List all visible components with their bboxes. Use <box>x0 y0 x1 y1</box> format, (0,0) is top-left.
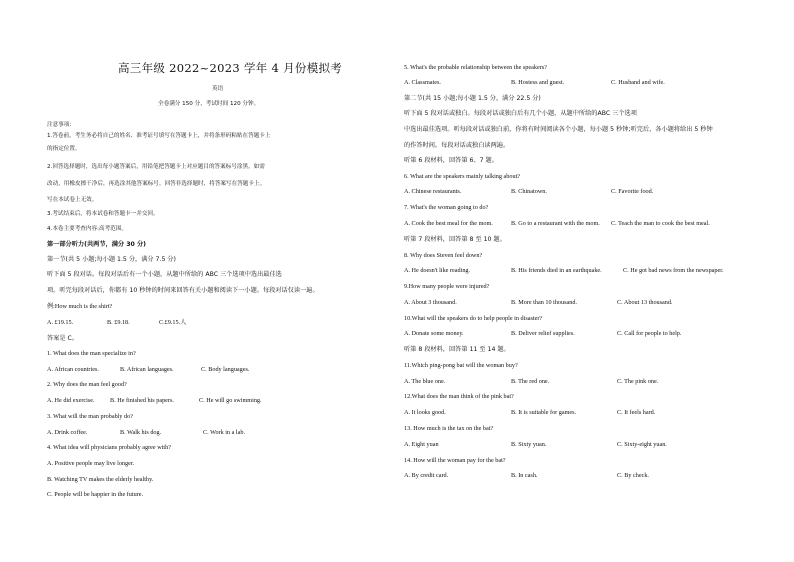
option: C. Favorite food. <box>611 188 654 195</box>
question: 2. Why does the man feel good? <box>47 381 127 388</box>
question: 11.Which ping-pong bat will the woman buy? <box>404 362 518 369</box>
option: A. It looks good. <box>404 409 446 416</box>
example-question: 例:How much is the shirt? <box>47 303 113 310</box>
option: C. Work in a lab. <box>203 429 246 436</box>
option: C. It feels hard. <box>617 409 656 416</box>
option: B. Deliver relief supplies. <box>511 330 575 337</box>
exam-info: 全卷满分 150 分，考试时间 120 分钟。 <box>158 101 260 107</box>
option: A. Drink coffee. <box>47 429 88 436</box>
option: B. Go to a restaurant with the mom. <box>511 220 600 227</box>
option: C. He got bad news from the newspaper. <box>623 267 724 274</box>
option: B. Sixty yuan. <box>511 441 547 448</box>
option: B. Hostess and guest. <box>511 79 565 86</box>
option: B. More than 10 thousand. <box>511 299 577 306</box>
section2-heading: 第二节(共 15 小题;每小题 1.5 分，满分 22.5 分) <box>404 95 541 102</box>
option: B. African languages. <box>120 366 174 373</box>
option: B. It is suitable for games. <box>511 409 577 416</box>
option: C. People will be happier in the future. <box>47 491 144 498</box>
option: C. He will go swimming. <box>199 397 262 404</box>
option: C. Body languages. <box>201 366 250 373</box>
option: A. Donate some money. <box>404 330 464 337</box>
question: 14. How will the woman pay for the bat? <box>404 457 506 464</box>
material-heading: 听第 8 段材料，回答第 11 至 14 题。 <box>404 346 510 353</box>
option: C. By check. <box>617 472 649 479</box>
section1-instructions: 项。听完每段对话后，你都有 10 秒钟的时间来回答有关小题和阅读下一小题。每段对话仅读一遍。 <box>47 287 319 294</box>
option: B. In cash. <box>511 472 538 479</box>
option: C. Sixty-eight yuan. <box>617 441 667 448</box>
option: A. The blue one. <box>404 378 446 385</box>
option: A. Cook the best meal for the mom. <box>404 220 493 227</box>
option: B. He finished his papers. <box>110 397 174 404</box>
question: 6. What are the speakers mainly talking about? <box>404 173 521 180</box>
option: C. Teach the man to cook the best meal. <box>611 220 710 227</box>
option: A. Chinese restaurants. <box>404 188 462 195</box>
option: B. Watching TV makes the elderly healthy. <box>47 476 154 483</box>
page-title: 高三年级 2022~2023 学年 4 月份模拟考 <box>118 61 343 75</box>
notes-item: 改动，用橡皮擦干净后，再选涂其他答案标号。回答非选择题时，将答案写在答题卡上。 <box>47 181 266 187</box>
material-heading: 听第 7 段材料，回答第 8 至 10 题。 <box>404 236 506 243</box>
question: 12.What does the man think of the pink bat? <box>404 393 514 400</box>
section2-instructions: 的作答时间。每段对话或独白读两遍。 <box>404 142 510 149</box>
option: C. Call for people to help. <box>617 330 682 337</box>
option: C. Husband and wife. <box>611 79 665 86</box>
option: B. The red one. <box>511 378 550 385</box>
example-answer: 答案是 C。 <box>47 335 79 342</box>
option: A. African countries. <box>47 366 99 373</box>
notes-item: 写在本试卷上无效。 <box>47 197 98 203</box>
option: A. He did exercise. <box>47 397 95 404</box>
notes-item: 4.本卷主要考查内容:高考范围。 <box>47 226 127 232</box>
question: 5. What's the probable relationship between the speakers? <box>404 64 547 71</box>
option: A. Eight yuan <box>404 441 439 448</box>
question: 1. What does the man specialize in? <box>47 350 136 357</box>
question: 10.What will the speakers do to help people in disaster? <box>404 315 543 322</box>
option: A. Positive people may live longer. <box>47 460 135 467</box>
option: A. By credit card. <box>404 472 449 479</box>
option: B. Chinatown. <box>511 188 547 195</box>
notes-item: 2.回答选择题时，选出每小题答案后，用铅笔把答题卡上对应题目的答案标号涂黑。如需 <box>47 164 265 170</box>
subject-label: 英语 <box>212 86 224 92</box>
option: C. The pink one. <box>617 378 659 385</box>
option: C. About 13 thousand. <box>617 299 673 306</box>
question: 3. What will the man probably do? <box>47 413 133 420</box>
notes-item: 1.答卷前，考生务必将自己的姓名、准考证号填写在答题卡上，并将条形码粘贴在答题卡上 <box>47 133 271 139</box>
option: B. His friends died in an earthquake. <box>511 267 602 274</box>
question: 7. What's the woman going to do? <box>404 204 489 211</box>
example-option: B. £9.18. <box>107 319 130 326</box>
section1-instructions: 听下面 5 段对话。每段对话后有一个小题，从题中所给的 ABC 三个选项中选出最佳选 <box>47 271 282 278</box>
question: 8. Why does Steven feel down? <box>404 252 483 259</box>
notes-heading: 注意事项： <box>47 122 75 128</box>
part1-heading: 第一部分听力(共两节，满分 30 分) <box>47 241 147 248</box>
option: A. He doesn't like reading. <box>404 267 471 274</box>
section2-instructions: 听下面 5 段对话或独白。每段对话或独白后有几个小题，从题中所给的ABC 三个选项 <box>404 110 637 117</box>
notes-item: 的指定位置。 <box>47 146 81 152</box>
example-option: C.£9.15.人 <box>159 319 187 326</box>
option: B. Walk his dog. <box>120 429 162 436</box>
question: 13. How much is the tax on the bat? <box>404 425 494 432</box>
question: 4. What idea will physicians probably agree with? <box>47 444 171 451</box>
section2-instructions: 中选出最佳选项。听每段对话或独白前，你将有时间阅读各个小题，每小题 5 秒钟;听完后，各小题将给出 5 秒钟 <box>404 126 713 133</box>
section1-heading: 第一节(共 5 小题;每小题 1.5 分，满分 7.5 分) <box>47 256 176 263</box>
question: 9.How many people were injured? <box>404 283 490 290</box>
material-heading: 听第 6 段材料，回答第 6、7 题。 <box>404 157 498 164</box>
option: A. About 3 thousand. <box>404 299 457 306</box>
notes-item: 3.考试结束后，将本试卷和答题卡一并交回。 <box>47 211 159 217</box>
example-option: A. £19.15. <box>47 319 74 326</box>
option: A. Classmates. <box>404 79 441 86</box>
